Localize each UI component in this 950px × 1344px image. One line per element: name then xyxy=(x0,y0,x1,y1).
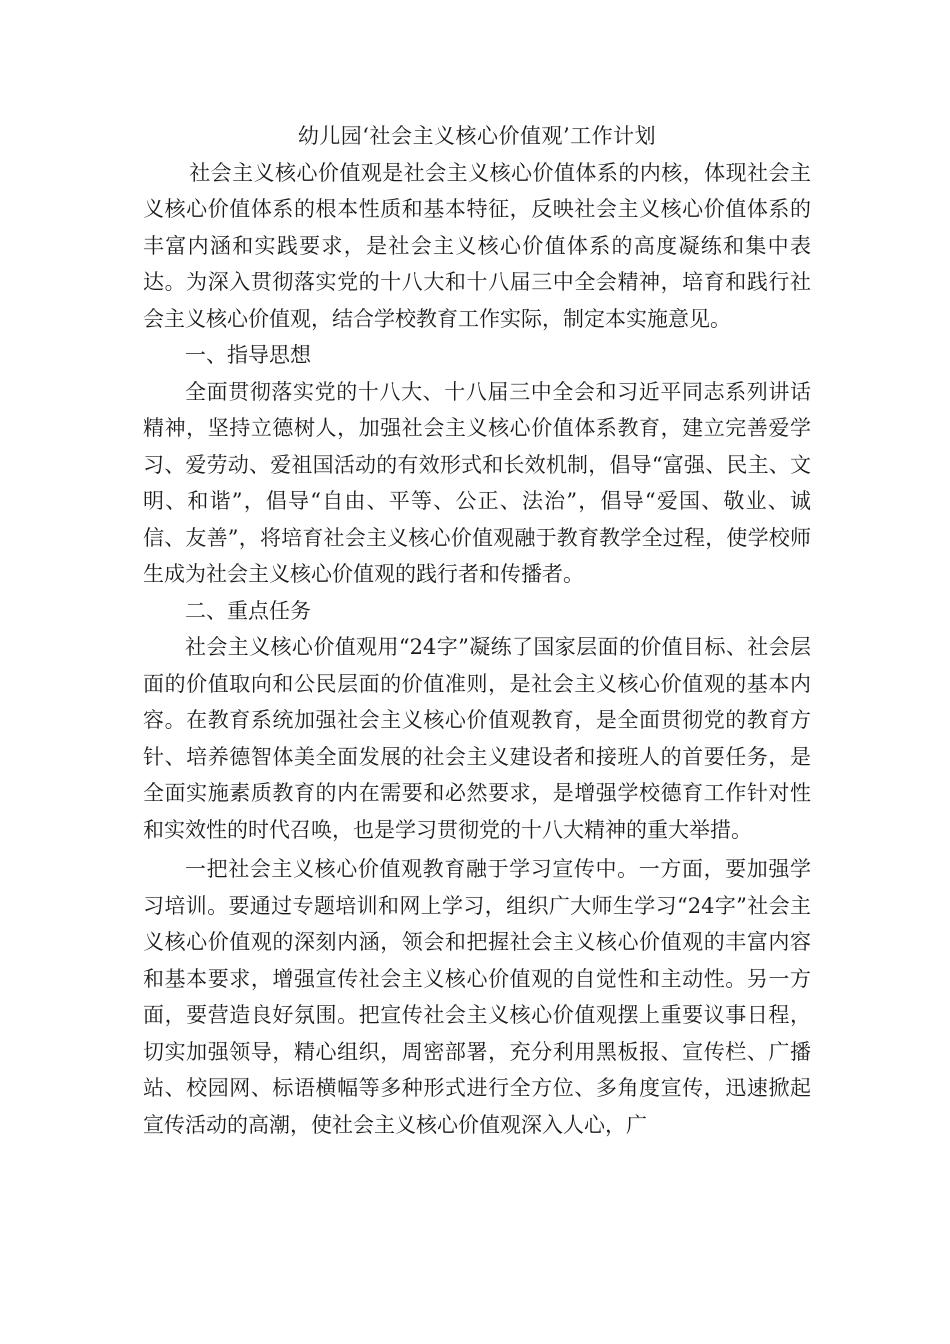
document-title: 幼儿园‘社会主义核心价值观’工作计划 xyxy=(297,124,657,148)
section-heading-guiding-ideology: 一、指导思想 xyxy=(185,343,311,367)
task-item-paragraph: 一把社会主义核心价值观教育融于学习宣传中。一方面，要加强学习培训。要通过专题培训和网上学习，组织广大师生学习“24字”社会主义核心价值观的深刻内涵，领会和把握社会主义核心价值观的丰富内容和基本要求，增强宣传社会主义核心价值观的自觉性和主动性。另一方面，要营造良好氛围。把宣传社会主义核心价值观摆上重要议事日程，切实加强领导，精心组织，周密部署，充分利用黑板报、宣传栏、广播站、校园网、标语横幅等多种形式进行全方位、多角度宣传，迅速掀起宣传活动的高潮，使社会主义核心价值观深入人心，广 xyxy=(143,857,811,1137)
section-heading-key-tasks: 二、重点任务 xyxy=(185,598,311,623)
document-body xyxy=(143,118,811,1143)
section-paragraph-key-tasks: 社会主义核心价值观用“24字”凝练了国家层面的价值目标、社会层面的价值取向和公民层面的价值准则，是社会主义核心价值观的基本内容。在教育系统加强社会主义核心价值观教育，是全面贯彻党的教育方针、培养德智体美全面发展的社会主义建设者和接班人的首要任务，是全面实施素质教育的内在需要和必然要求，是增强学校德育工作针对性和实效性的时代召唤，也是学习贯彻党的十八大精神的重大举措。 xyxy=(143,635,811,842)
section-paragraph-guiding-ideology: 全面贯彻落实党的十八大、十八届三中全会和习近平同志系列讲话精神，坚持立德树人，加强社会主义核心价值体系教育，建立完善爱学习、爱劳动、爱祖国活动的有效形式和长效机制，倡导“富强、民主、文明、和谐”，倡导“自由、平等、公正、法治”，倡导“爱国、敬业、诚信、友善”，将培育社会主义核心价值观融于教育教学全过程，使学校师生成为社会主义核心价值观的践行者和传播者。 xyxy=(143,379,811,586)
intro-paragraph: 社会主义核心价值观是社会主义核心价值体系的内核，体现社会主义核心价值体系的根本性质和基本特征，反映社会主义核心价值体系的丰富内涵和实践要求，是社会主义核心价值体系的高度凝练和集中表达。为深入贯彻落实党的十八大和十八届三中全会精神，培育和践行社会主义核心价值观，结合学校教育工作实际，制定本实施意见。 xyxy=(143,160,811,331)
